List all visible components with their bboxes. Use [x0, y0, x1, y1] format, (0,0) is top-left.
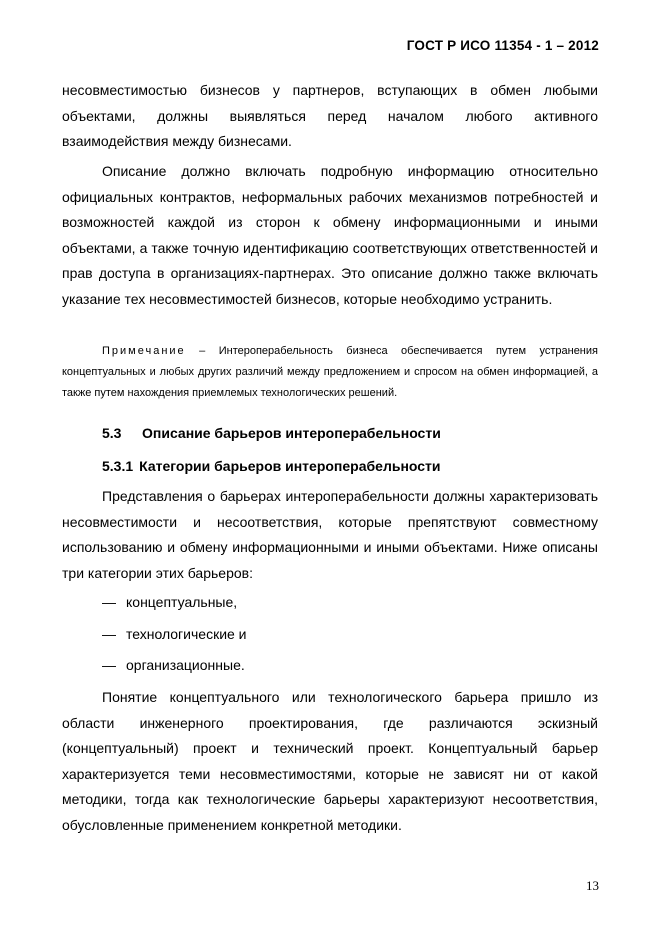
paragraph-barriers-text: Представления о барьерах интероперабельности должны характеризовать несовместимости и несоответствия, которые препятствуют совместному использованию и обмену информационными и иными объектами. Ниже описаны три категории этих барьеров:: [62, 488, 598, 581]
paragraph-description-text: Описание должно включать подробную информацию относительно официальных контрактов, неформальных рабочих механизмов потребностей и возможностей каждой из сторон к обмену информационными и иными объектами, а также точную идентификацию соответствующих ответственностей и прав доступа в организациях-партнерах. Это описание должно также включать указание тех несовместимостей бизнесов, которые необходимо устранить.: [62, 163, 598, 307]
list-dash: —: [102, 594, 116, 610]
section-heading-5-3-1: [102, 458, 441, 474]
subsection-number: 5.3.1: [102, 458, 134, 474]
list-item: [102, 657, 245, 673]
list-dash: —: [102, 626, 116, 642]
note-text: – Интероперабельность бизнеса обеспечивается путем устранения концептуальных и любых других различий между предложением и спросом на обмен информацией, а также путем нахождения приемлемых технологических решений.: [62, 345, 598, 399]
page-number: 13: [586, 878, 599, 893]
paragraph-continuation: несовместимостью бизнесов у партнеров, вступающих в обмен любыми объектами, должны выявляться перед началом любого активного взаимодействия между бизнесами.: [62, 82, 598, 149]
subsection-title: Категории барьеров интероперабельности: [139, 458, 441, 474]
list-item: [102, 594, 237, 610]
paragraph-concept-text: Понятие концептуального или технологического барьера пришло из области инженерного проектирования, где различаются эскизный (концептуальный) проект и технический проект. Концептуальный барьер характеризуется теми несовместимостями, которые не зависят ни от какой методики, тогда как технологические барьеры характеризуют несоответствия, обусловленные применением конкретной методики.: [62, 689, 598, 833]
section-title: Описание барьеров интероперабельности: [142, 425, 441, 441]
paragraph-concept: [62, 685, 598, 838]
note-block: [62, 341, 598, 404]
note-label: Примечание: [102, 345, 186, 357]
list-dash: —: [102, 657, 116, 673]
list-item: [102, 626, 247, 642]
list-item-text: организационные.: [126, 657, 245, 673]
section-heading-5-3: [102, 425, 441, 441]
paragraph-barriers: [62, 484, 598, 586]
document-header: ГОСТ Р ИСО 11354 - 1 – 2012: [406, 38, 599, 53]
section-number: 5.3: [102, 425, 122, 441]
list-item-text: концептуальные,: [126, 594, 238, 610]
paragraph-description: [62, 159, 598, 312]
list-item-text: технологические и: [126, 626, 247, 642]
